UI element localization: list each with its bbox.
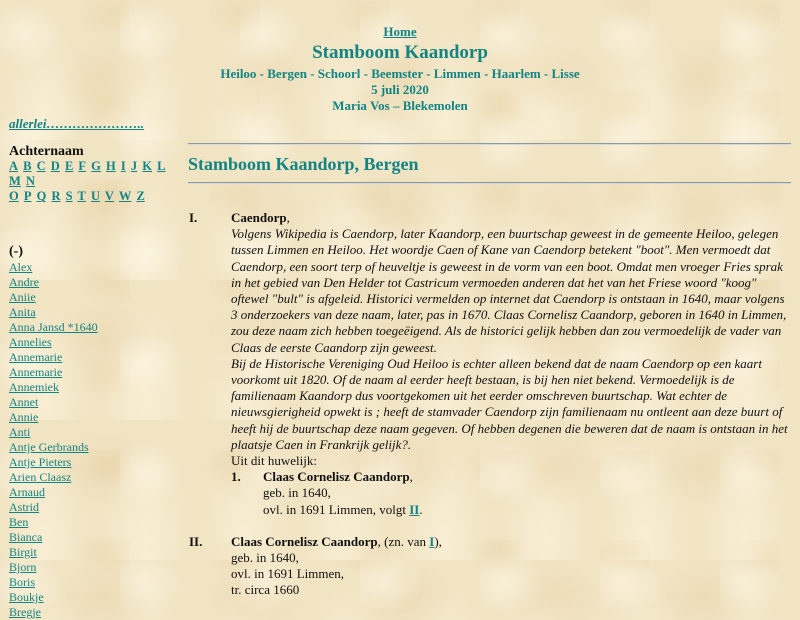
child-born: geb. in 1640, — [263, 485, 331, 501]
child-entry — [231, 469, 791, 518]
parent-prefix: , (zn. van — [377, 533, 430, 549]
letter-link-s[interactable]: S — [65, 189, 73, 203]
letter-link-r[interactable]: R — [51, 189, 61, 203]
name-link[interactable]: Annemarie — [9, 350, 63, 364]
letter-index-row-2 — [9, 189, 179, 204]
name-link[interactable]: Bianca — [9, 530, 43, 544]
letter-link-l[interactable]: L — [157, 159, 166, 173]
name-link[interactable]: Arnaud — [9, 485, 45, 499]
letter-link-u[interactable]: U — [90, 189, 100, 203]
genealogy-entries — [188, 210, 791, 599]
letter-index-row-1 — [9, 159, 179, 189]
name-link[interactable]: Anna Jansd *1640 — [9, 320, 98, 334]
person-married: tr. circa 1660 — [231, 582, 300, 598]
name-link[interactable]: Aniie — [9, 290, 36, 304]
letter-link-e[interactable]: E — [64, 159, 74, 173]
punctuation: , — [286, 210, 290, 225]
person-name: Caendorp — [231, 210, 287, 225]
letter-link-i[interactable]: I — [120, 159, 126, 173]
name-link[interactable]: Boukje — [9, 590, 44, 604]
letter-link-p[interactable]: P — [23, 189, 32, 203]
description-paragraph-2: Bij de Historische Vereniging Oud Heiloo is echter alleen bekend dat de naam Caendorp op een kaart voorkomt uit 1820. Of de naam al eerder heeft bestaan, is bij hen niet bekend. Vermoedelijk is de familienaam Kaandorp dus voortgekomen uit het eerder omschreven buurtschap. Wat echter de nieuwsgierigheid opwekt is ; heeft de stamvader Caendorp zijn familienaam nu ontleent aan deze buurt of heeft hij de buurtschap deze naam gegeven. Of hebben degenen die beweren dat de naam is ontstaan in het plaatsje Caen in Frankrijk gelijk?. — [231, 355, 788, 452]
letter-link-v[interactable]: V — [104, 189, 114, 203]
name-link[interactable]: Annie — [9, 410, 39, 424]
name-link[interactable]: Annet — [9, 395, 39, 409]
name-link[interactable]: Anti — [9, 425, 31, 439]
letter-link-w[interactable]: W — [118, 189, 132, 203]
letter-link-t[interactable]: T — [77, 189, 86, 203]
description-paragraph-1: Volgens Wikipedia is Caendorp, later Kaandorp, een buurtschap geweest in de gemeente Heiloo, gelegen tussen Limmen en Heiloo. Het woordje Caen of Kane van Caendorp betekent "boot". Men vermoedt dat Caendorp, een soort terp of heuveltje is geweest in de vorm van een boot. Omdat men vroeger Fries sprak in het gebied van Den Helder tot Castricum vermoeden anderen dat het van het Friese woord "koog" oftewel "bult" is afgeleid. Historici vermelden op internet dat Caendorp is ontstaan in 1640, maar volgens 3 onderzoekers van deze naam, later, pas in 1670. Claas Cornelisz Caandorp, geboren in 1640 in Limmen, zou deze naam zich hebben toegeëigend. Als de historici gelijk hebben dan zou vermoedelijk de vader van Claas de eerste Caandorp zijn geweest. — [231, 226, 787, 355]
achternaam-heading: Achternaam — [9, 144, 84, 159]
follow-generation-link[interactable]: II — [409, 501, 420, 517]
name-link[interactable]: Birgit — [9, 545, 37, 559]
name-link[interactable]: Bjorn — [9, 560, 37, 574]
child-died — [263, 502, 791, 518]
name-link[interactable]: Antje Gerbrands — [9, 440, 89, 454]
places-line: Heiloo - Bergen - Schoorl - Beemster - Limmen - Haarlem - Lisse — [220, 66, 580, 81]
parent-generation-link[interactable]: I — [429, 533, 435, 549]
name-link[interactable]: Antje Pieters — [9, 455, 72, 469]
letter-link-k[interactable]: K — [142, 159, 152, 173]
letter-link-b[interactable]: B — [23, 159, 32, 173]
letter-link-h[interactable]: H — [106, 159, 116, 173]
generation-entry-1 — [188, 210, 791, 518]
allerlei-link[interactable]: allerlei………………….. — [9, 116, 145, 131]
site-title: Stamboom Kaandorp — [312, 42, 488, 63]
page-header — [0, 24, 800, 114]
author-line: Maria Vos – Blekemolen — [332, 98, 468, 113]
person-born: geb. in 1640, — [231, 550, 299, 566]
name-link[interactable]: Boris — [9, 575, 36, 589]
name-link[interactable]: Astrid — [9, 500, 39, 514]
voornaam-heading: (-) — [9, 244, 23, 259]
main-content — [188, 143, 791, 599]
name-link[interactable]: Alex — [9, 260, 33, 274]
letter-link-d[interactable]: D — [50, 159, 60, 173]
date-line: 5 juli 2020 — [371, 82, 429, 97]
letter-link-g[interactable]: G — [91, 159, 101, 173]
sidebar — [9, 116, 179, 620]
name-link[interactable]: Annelies — [9, 335, 52, 349]
children-intro: Uit dit huwelijk: — [231, 453, 317, 469]
letter-link-m[interactable]: M — [9, 174, 21, 188]
letter-link-n[interactable]: N — [25, 174, 35, 188]
name-link[interactable]: Bregje — [9, 605, 41, 619]
heading-divider — [188, 182, 791, 184]
name-link[interactable]: Arien Claasz — [9, 470, 72, 484]
letter-link-c[interactable]: C — [36, 159, 46, 173]
letter-link-j[interactable]: J — [130, 159, 138, 173]
letter-link-a[interactable]: A — [9, 159, 19, 173]
home-link[interactable]: Home — [383, 24, 417, 39]
name-link[interactable]: Anita — [9, 305, 36, 319]
generation-number: I. — [189, 210, 198, 225]
person-name: Claas Cornelisz Caandorp — [231, 533, 378, 549]
name-link[interactable]: Annemarie — [9, 365, 63, 379]
letter-link-f[interactable]: F — [78, 159, 87, 173]
name-list — [9, 260, 179, 620]
page-heading: Stamboom Kaandorp, Bergen — [188, 154, 419, 174]
letter-link-o[interactable]: O — [9, 189, 19, 203]
punctuation: ), — [434, 533, 442, 549]
letter-link-z[interactable]: Z — [136, 189, 145, 203]
name-link[interactable]: Andre — [9, 275, 39, 289]
child-name: Claas Cornelisz Caandorp — [263, 469, 410, 485]
generation-number: II. — [189, 533, 203, 549]
generation-entry-2 — [188, 534, 791, 599]
died-text: ovl. in 1691 Limmen, volgt — [263, 501, 410, 517]
child-number: 1. — [231, 469, 241, 485]
person-died: ovl. in 1691 Limmen, — [231, 566, 345, 582]
name-link[interactable]: Ben — [9, 515, 29, 529]
punctuation: . — [419, 501, 423, 517]
punctuation: , — [409, 469, 413, 485]
letter-link-q[interactable]: Q — [36, 189, 47, 203]
name-link[interactable]: Annemiek — [9, 380, 59, 394]
